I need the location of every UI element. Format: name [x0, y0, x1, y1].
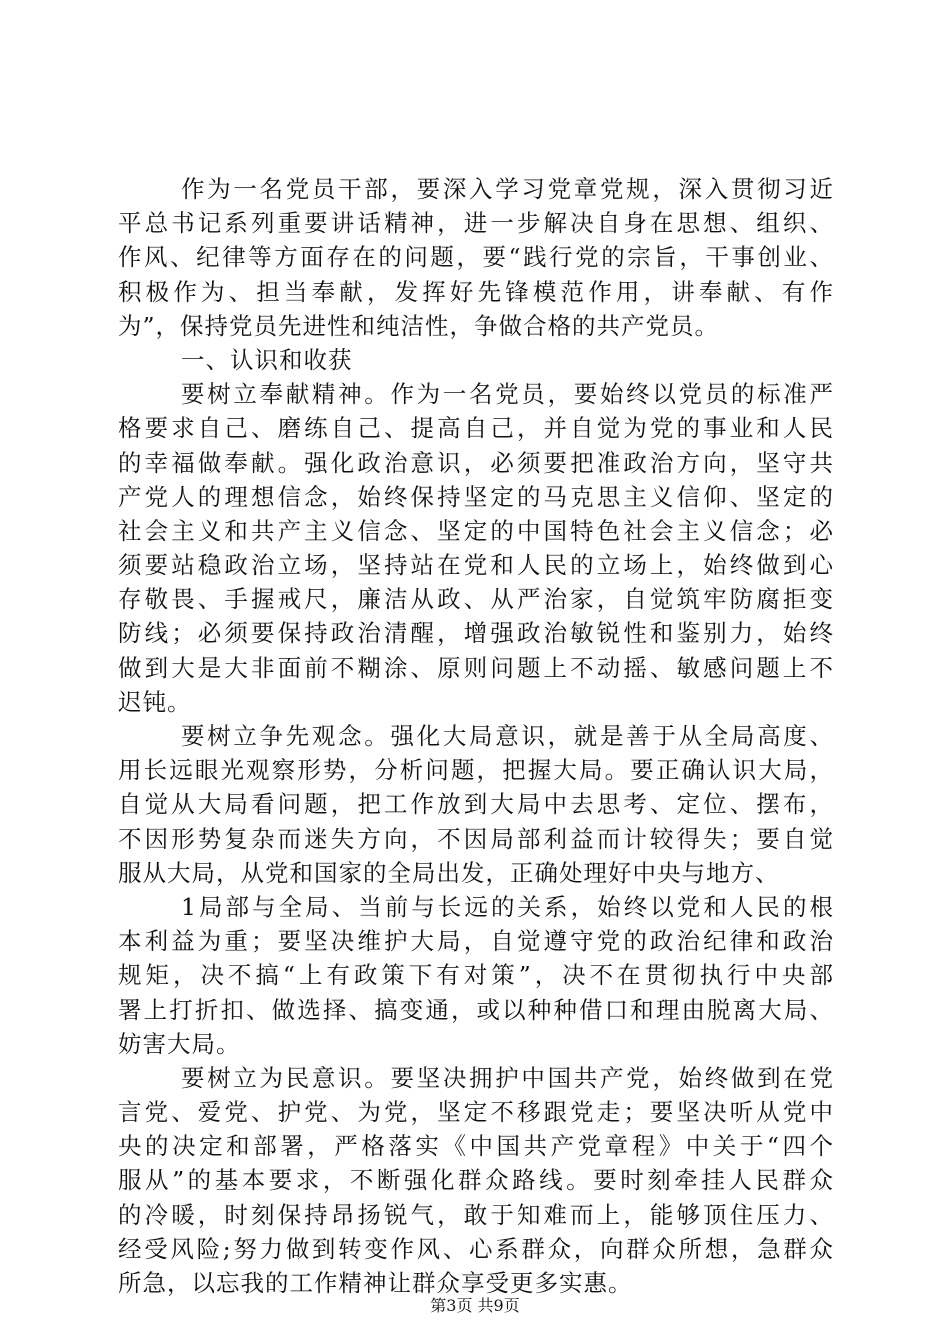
- text-line: 服从”的基本要求，不断强化群众路线。要时刻牵挂人民群众: [118, 1166, 834, 1195]
- text-line: 要树立为民意识。要坚决拥护中国共产党，始终做到在党: [181, 1063, 834, 1092]
- text-line: 所急，以忘我的工作精神让群众享受更多实惠。: [118, 1269, 633, 1297]
- section-heading: [118, 343, 834, 377]
- text-line: 的冷暖，时刻保持昂扬锐气，敢于知难而上，能够顶住压力、: [118, 1200, 834, 1229]
- text-line: 社会主义和共产主义信念、坚定的中国特色社会主义信念；必: [118, 516, 834, 545]
- text-line: 作风、纪律等方面存在的问题，要“践行党的宗旨，干事创业、: [118, 243, 834, 272]
- text-line: 规矩，决不搞“上有政策下有对策”，决不在贯彻执行中央部: [118, 961, 834, 990]
- text-line: 1局部与全局、当前与长远的关系，始终以党和人民的根: [181, 892, 834, 921]
- text-line: 不因形势复杂而迷失方向，不因局部利益而计较得失；要自觉: [118, 824, 834, 853]
- text-line: 做到大是大非面前不糊涂、原则问题上不动摇、敏感问题上不: [118, 653, 834, 682]
- text-line: 自觉从大局看问题，把工作放到大局中去思考、定位、摆布，: [118, 790, 834, 819]
- text-line: 积极作为、担当奉献，发挥好先锋模范作用，讲奉献、有作: [118, 277, 834, 306]
- text-line: 要树立奉献精神。作为一名党员，要始终以党员的标准严: [181, 380, 834, 409]
- paragraph-people: [118, 1061, 834, 1300]
- text-line: 存敬畏、手握戒尺，廉洁从政、从严治家，自觉筑牢防腐拒变: [118, 585, 834, 614]
- paragraph-intro: [118, 172, 834, 343]
- text-line: 须要站稳政治立场，坚持站在党和人民的立场上，始终做到心: [118, 551, 834, 580]
- text-line: 平总书记系列重要讲话精神，进一步解决自身在思想、组织、: [118, 209, 834, 238]
- text-line: 用长远眼光观察形势，分析问题，把握大局。要正确认识大局，: [118, 756, 834, 785]
- paragraph-dedication: [118, 377, 834, 719]
- text-line: 妨害大局。: [118, 1029, 241, 1058]
- text-line: 的幸福做奉献。强化政治意识，必须要把准政治方向，坚守共: [118, 448, 834, 477]
- text-line: 迟钝。: [118, 687, 192, 716]
- text-line: 防线；必须要保持政治清醒，增强政治敏锐性和鉴别力，始终: [118, 619, 834, 648]
- text-line: 言党、爱党、护党、为党，坚定不移跟党走；要坚决听从党中: [118, 1098, 834, 1127]
- text-line: 署上打折扣、做选择、搞变通，或以种种借口和理由脱离大局、: [118, 995, 834, 1024]
- text-line: 服从大局，从党和国家的全局出发，正确处理好中央与地方、: [118, 858, 780, 887]
- text-line: 作为一名党员干部，要深入学习党章党规，深入贯彻习近: [181, 175, 834, 203]
- text-line: 格要求自己、磨练自己、提高自己，并自觉为党的事业和人民: [118, 414, 834, 443]
- page-footer: 第3页 共9页: [430, 1296, 520, 1315]
- paragraph-competition: [118, 719, 834, 890]
- text-line: 要树立争先观念。强化大局意识，就是善于从全局高度、: [181, 722, 834, 750]
- text-line: 一、认识和收获: [181, 345, 353, 374]
- document-body: [118, 172, 834, 1300]
- paragraph-overall: [118, 890, 834, 1061]
- text-line: 产党人的理想信念，始终保持坚定的马克思主义信仰、坚定的: [118, 482, 834, 511]
- text-line: 本利益为重；要坚决维护大局，自觉遵守党的政治纪律和政治: [118, 927, 834, 956]
- text-line: 经受风险;努力做到转变作风、心系群众，向群众所想，急群众: [118, 1234, 834, 1263]
- text-line: 为”，保持党员先进性和纯洁性，争做合格的共产党员。: [118, 311, 720, 340]
- text-line: 央的决定和部署，严格落实《中国共产党章程》中关于“四个: [118, 1132, 834, 1161]
